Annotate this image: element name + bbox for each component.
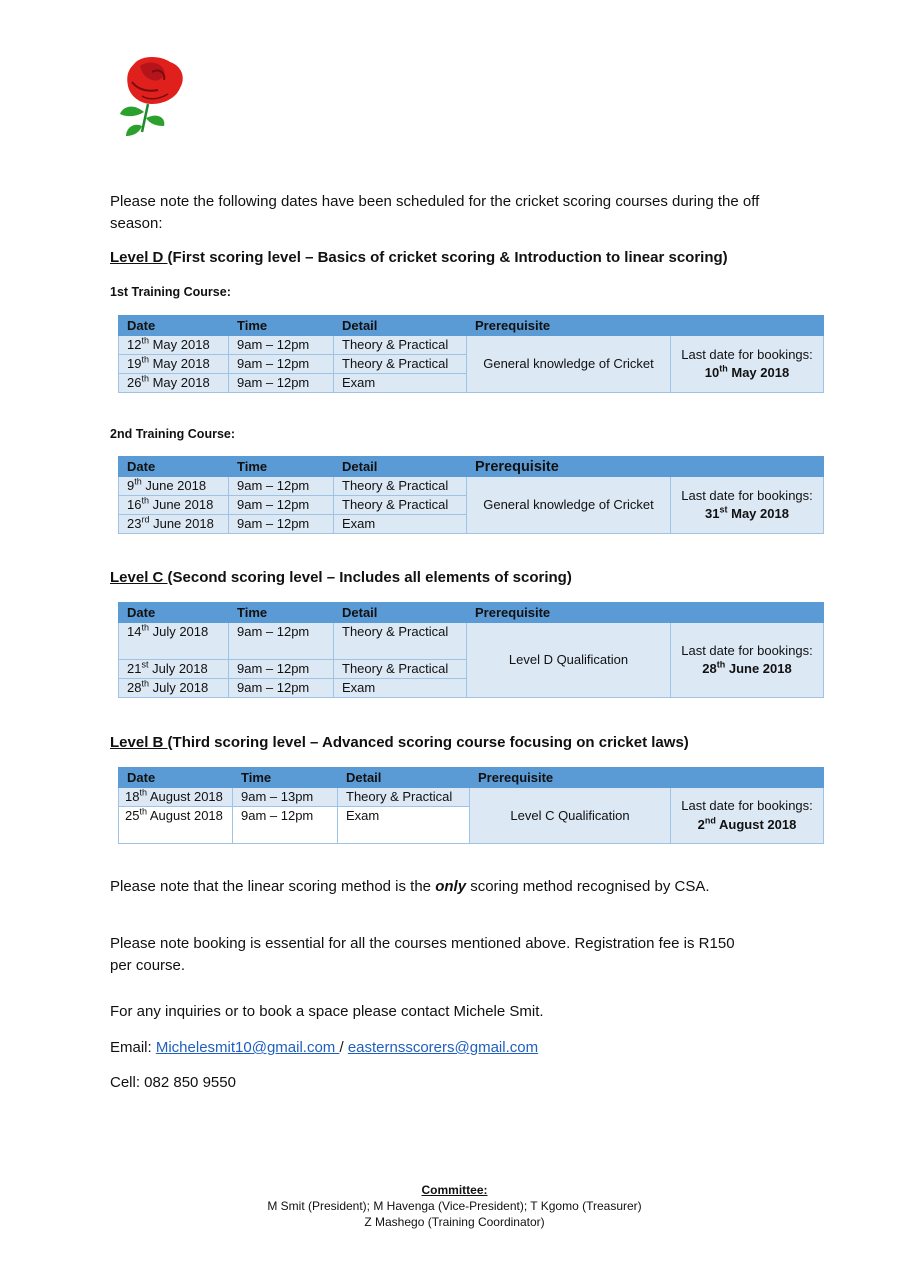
- last-date-value: 2nd August 2018: [697, 815, 797, 832]
- date-cell: 25th August 2018: [119, 807, 233, 844]
- prereq-cell: Level C Qualification: [470, 788, 671, 844]
- level-d-title-underlined: Level D: [110, 249, 168, 266]
- header-detail: Detail: [338, 768, 470, 788]
- header-time: Time: [229, 457, 334, 477]
- date-cell: 16th June 2018: [119, 496, 229, 515]
- last-date-cell: [671, 336, 824, 393]
- header-detail: Detail: [334, 457, 467, 477]
- header-blank: [671, 457, 824, 477]
- email-label: Email:: [110, 1039, 156, 1056]
- detail-cell: Theory & Practical: [334, 336, 467, 355]
- last-date-label: Last date for bookings:: [681, 642, 813, 658]
- time-cell: 9am – 12pm: [229, 623, 334, 660]
- level-d-title-rest: (First scoring level – Basics of cricket scoring & Introduction to linear scoring): [167, 249, 728, 266]
- detail-cell: Exam: [338, 807, 470, 844]
- level-c-title-underlined: Level C: [110, 569, 168, 586]
- linear-scoring-note: Please note that the linear scoring method is the only scoring method recognised by CSA.: [110, 878, 710, 895]
- header-date: Date: [119, 603, 229, 623]
- course-2-label: 2nd Training Course:: [110, 427, 236, 441]
- level-c-heading: [110, 569, 572, 586]
- header-time: Time: [229, 316, 334, 336]
- last-date-label: Last date for bookings:: [681, 487, 813, 503]
- level-c-table: [118, 602, 824, 698]
- last-date-cell: [671, 477, 824, 534]
- date-cell: 12th May 2018: [119, 336, 229, 355]
- last-date-cell: [671, 623, 824, 698]
- date-cell: 19th May 2018: [119, 355, 229, 374]
- date-cell: 26th May 2018: [119, 374, 229, 393]
- time-cell: 9am – 12pm: [229, 374, 334, 393]
- detail-cell: Theory & Practical: [334, 660, 467, 679]
- prereq-cell: General knowledge of Cricket: [467, 336, 671, 393]
- date-cell: 28th July 2018: [119, 679, 229, 698]
- prereq-cell: General knowledge of Cricket: [467, 477, 671, 534]
- detail-cell: Exam: [334, 515, 467, 534]
- last-date-value: 28th June 2018: [702, 659, 792, 676]
- course-1-table: [118, 315, 824, 393]
- intro-text: Please note the following dates have been scheduled for the cricket scoring courses during the off season:: [110, 193, 760, 232]
- committee-title: Committee:: [421, 1183, 488, 1197]
- cell-line: Cell: 082 850 9550: [110, 1074, 236, 1091]
- date-cell: 21st July 2018: [119, 660, 229, 679]
- header-prereq: Prerequisite: [470, 768, 671, 788]
- course-1-label: 1st Training Course:: [110, 285, 231, 299]
- detail-cell: Theory & Practical: [334, 477, 467, 496]
- inquiries-text: For any inquiries or to book a space please contact Michele Smit.: [110, 1003, 544, 1020]
- time-cell: 9am – 13pm: [233, 788, 338, 807]
- time-cell: 9am – 12pm: [229, 660, 334, 679]
- date-cell: 9th June 2018: [119, 477, 229, 496]
- date-cell: 14th July 2018: [119, 623, 229, 660]
- level-b-title-underlined: Level B: [110, 734, 168, 751]
- committee-footer: [0, 1182, 909, 1230]
- level-b-heading: [110, 734, 689, 751]
- prereq-cell: Level D Qualification: [467, 623, 671, 698]
- rose-logo-icon: [112, 52, 190, 138]
- last-date-label: Last date for bookings:: [681, 346, 813, 362]
- email-link-scorers[interactable]: easternsscorers@gmail.com: [347, 1039, 539, 1056]
- time-cell: 9am – 12pm: [233, 807, 338, 844]
- header-blank: [671, 603, 824, 623]
- table-row: [119, 623, 824, 660]
- table-row: [119, 477, 824, 496]
- time-cell: 9am – 12pm: [229, 496, 334, 515]
- time-cell: 9am – 12pm: [229, 679, 334, 698]
- header-time: Time: [229, 603, 334, 623]
- table-row: [119, 336, 824, 355]
- header-detail: Detail: [334, 603, 467, 623]
- time-cell: 9am – 12pm: [229, 355, 334, 374]
- level-b-table: [118, 767, 824, 844]
- date-cell: 23rd June 2018: [119, 515, 229, 534]
- header-prereq: Prerequisite: [467, 316, 671, 336]
- course-2-table: [118, 456, 824, 534]
- header-blank: [671, 316, 824, 336]
- header-detail: Detail: [334, 316, 467, 336]
- last-date-cell: [671, 788, 824, 844]
- detail-cell: Theory & Practical: [338, 788, 470, 807]
- booking-note: Please note booking is essential for all the courses mentioned above. Registration fee is R150 per course.: [110, 935, 735, 974]
- last-date-value: 31st May 2018: [705, 504, 789, 521]
- detail-cell: Theory & Practical: [334, 496, 467, 515]
- level-b-title-rest: (Third scoring level – Advanced scoring course focusing on cricket laws): [167, 734, 689, 751]
- header-blank: [671, 768, 824, 788]
- header-date: Date: [119, 768, 233, 788]
- committee-line-1: M Smit (President); M Havenga (Vice-President); T Kgomo (Treasurer): [267, 1199, 642, 1213]
- detail-cell: Theory & Practical: [334, 355, 467, 374]
- header-date: Date: [119, 457, 229, 477]
- header-prereq: Prerequisite: [467, 457, 671, 477]
- detail-cell: Exam: [334, 679, 467, 698]
- email-line: [110, 1037, 810, 1059]
- last-date-label: Last date for bookings:: [681, 798, 813, 813]
- last-date-value: 10th May 2018: [704, 363, 790, 380]
- header-date: Date: [119, 316, 229, 336]
- table-row: [119, 788, 824, 807]
- header-time: Time: [233, 768, 338, 788]
- email-separator: /: [339, 1039, 348, 1056]
- time-cell: 9am – 12pm: [229, 515, 334, 534]
- detail-cell: Theory & Practical: [334, 623, 467, 660]
- committee-line-2: Z Mashego (Training Coordinator): [364, 1215, 545, 1229]
- time-cell: 9am – 12pm: [229, 477, 334, 496]
- level-c-title-rest: (Second scoring level – Includes all elements of scoring): [167, 569, 572, 586]
- detail-cell: Exam: [334, 374, 467, 393]
- date-cell: 18th August 2018: [119, 788, 233, 807]
- level-d-heading: [110, 249, 728, 266]
- email-link-michele[interactable]: Michelesmit10@gmail.com: [155, 1039, 340, 1056]
- header-prereq: Prerequisite: [467, 603, 671, 623]
- time-cell: 9am – 12pm: [229, 336, 334, 355]
